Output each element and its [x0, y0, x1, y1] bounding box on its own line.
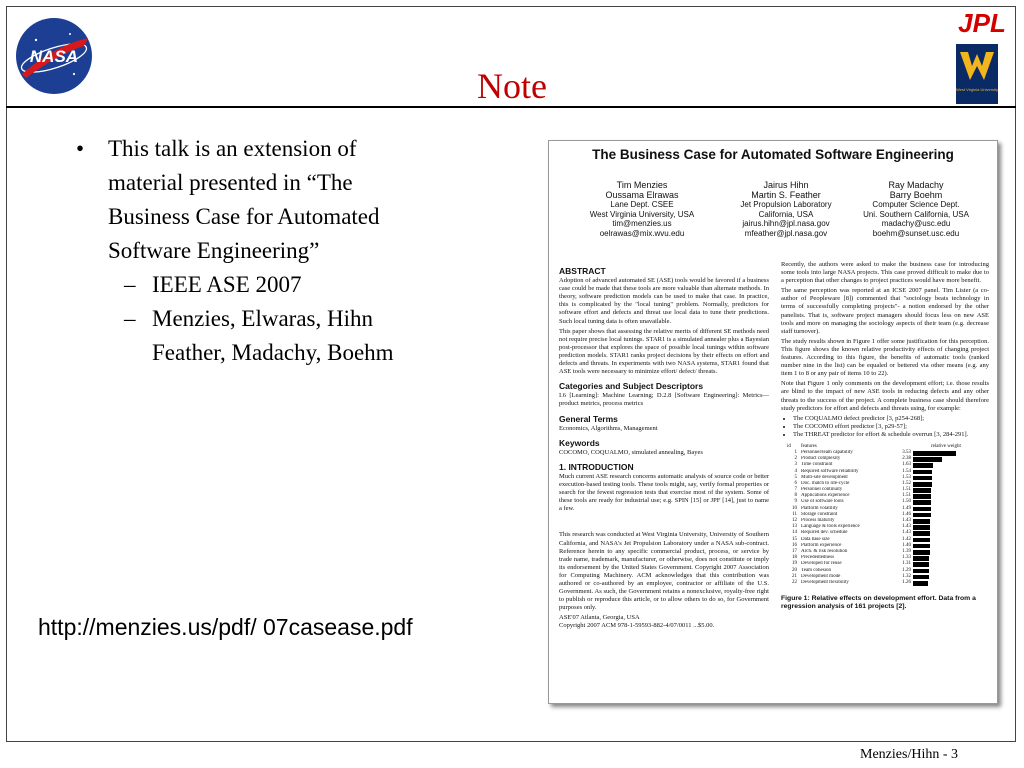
chart-row-index: 12 [792, 518, 797, 524]
chart-row-index: 3 [794, 462, 797, 468]
chart-data-label: 1.63 [902, 462, 911, 468]
dash-glyph: – [124, 272, 136, 297]
sub-bullet-line: Menzies, Elwaras, Hihn [152, 306, 373, 331]
chart-category-label: Applications experience [801, 493, 850, 499]
chart-data-label: 1.51 [902, 487, 911, 493]
chart-data-label: 3.53 [902, 449, 911, 455]
footnote-copyright: Copyright 2007 ACM 978-1-59593-882-4/07/0011 ...$5.00. [559, 622, 715, 630]
bullet-line: This talk is an extension of [108, 136, 357, 161]
author-name: Barry Boehm [889, 189, 943, 200]
bullet-line: Business Case for Automated [108, 204, 380, 229]
author-email: madachy@usc.edu [881, 219, 951, 228]
chart-bar [913, 556, 929, 561]
chart-col-header: features [801, 443, 817, 449]
chart-row-index: 9 [794, 499, 797, 505]
footnote-venue: ASE'07 Atlanta, Georgia, USA [559, 614, 640, 622]
sub-bullet-item [62, 268, 462, 302]
bullet-list [62, 132, 462, 370]
list-item: • The THREAT predictor for effort & schedule overrun [3, 284-291]. [793, 431, 989, 439]
chart-row-index: 16 [792, 542, 797, 548]
author-affil: Jet Propulsion Laboratory [740, 200, 832, 209]
body-paragraph: Note that Figure 1 only comments on the development effort; i.e. those results are blind to the impact of new ASE tools in reducing defects and any other threats to the success of the project. A complete business case should therefore study predictors for effort and defects and threats using, for example: [781, 380, 989, 412]
bullet-line: Software Engineering” [108, 238, 320, 263]
chart-category-label: Personnel continuity [801, 487, 843, 493]
chart-data-label: 1.52 [902, 480, 911, 486]
categories-text: I.6 [Learning]: Machine Learning; D.2.8 [Software Engineering]: Metrics—product metrics, process metrics [559, 392, 769, 408]
chart-bar [913, 457, 942, 462]
chart-data-label: 1.53 [902, 474, 911, 480]
figure-caption: Figure 1: Relative effects on development effort. Data from a regression analysis of 161 projects [2]. [781, 594, 976, 611]
chart-data-label: 1.29 [902, 567, 911, 573]
chart-category-label: Required dev. schedule [801, 530, 848, 536]
chart-category-label: Product complexity [801, 456, 841, 462]
intro-text: Much current ASE research concerns automatic analysis of source code or better execution-based testing tools. These tools might, say, verify formal properties or search for the fewest regression tests that exercise most of the system. Some of these tools are ready for industrial use; e.g. SPIN [15] or JPF [14], just to name a few. [559, 472, 769, 513]
chart-bar [913, 575, 929, 580]
chart-category-label: Process maturity [801, 518, 835, 524]
author-email: oelrawas@mix.wvu.edu [599, 228, 685, 238]
chart-row-index: 11 [792, 511, 797, 517]
chart-data-label: 1.54 [902, 468, 911, 474]
chart-data-label: 1.43 [902, 524, 911, 530]
slide-footer: Menzies/Hihn - 3 [860, 747, 958, 762]
chart-bar [913, 451, 956, 456]
author-name: Oussama Elrawas [605, 189, 679, 200]
chart-data-label: 1.42 [902, 536, 911, 542]
terms-heading: General Terms [559, 413, 618, 424]
chart-bar [913, 476, 932, 481]
author-name: Martin S. Feather [751, 189, 821, 200]
keywords-text: COCOMO, COQUALMO, simulated annealing, Bayes [559, 448, 703, 456]
chart-category-label: Arch. & risk resolution [801, 548, 848, 554]
abstract-paragraph: Adoption of advanced automated SE (ASE) tools would be favored if a business case could be made that these tools are more valuable than alternate methods. In theory, software prediction models can be used to make that case. In practice, this is complicated by the "local tuning" problem. Normally, predictors for software effort and defects and threat use local data to tune their predictions. Such local tuning data is often unavailable. [559, 277, 769, 325]
chart-bar [913, 482, 932, 487]
svg-text:West Virginia University: West Virginia University [956, 87, 998, 92]
jpl-logo [944, 8, 1020, 36]
body-paragraph: The study results shown in Figure 1 offer some justification for this perception. This figure shows the known relative productivity effects of changing project features. According to this figure, the benefits of automatic tools (ranked number nine in the list) can be equaled or bettered via other means (e.g. any item 1 to 8 or any pair of items 10 to 22). [781, 337, 989, 378]
chart-col-header: relative weight [931, 443, 961, 449]
footnote-text: This research was conducted at West Virginia University, University of Southern California, and NASA's Jet Propulsion Laboratory under a NASA sub-contract. Reference herein to any specific commercial product, process, or service by trade name, trademark, manufacturer, or otherwise, does not constitute or imply its endorsement by the United States Government. Copyright 2007 Association for Computing Machinery. ACM acknowledges that this contribution was authored or co-authored by an employee, contractor or affiliate of the U.S. Government. As such, the Government retains a nonexclusive, royalty-free right to publish or reproduce this article, or to allow others to do so, for Government purposes only. [559, 531, 769, 612]
sub-bullet-item [62, 302, 462, 370]
chart-category-label: Developed for reuse [801, 561, 842, 567]
terms-text: Economics, Algorithms, Management [559, 424, 658, 432]
chart-row-index: 20 [792, 567, 797, 573]
chart-data-label: 1.43 [902, 530, 911, 536]
paper-thumbnail [548, 140, 998, 704]
slide-title: Note [477, 66, 547, 106]
paper-url[interactable]: http://menzies.us/pdf/ 07casease.pdf [38, 614, 413, 640]
chart-bar [913, 513, 931, 518]
chart-data-label: 1.49 [902, 505, 911, 511]
chart-data-label: 2.38 [902, 456, 911, 462]
author-affil: Uni. Southern California, USA [863, 209, 969, 219]
author-name: Jairus Hihn [763, 180, 809, 190]
author-block [841, 181, 991, 238]
chart-category-label: Development flexibility [801, 579, 849, 585]
author-affil: Computer Science Dept. [872, 200, 960, 209]
chart-row-index: 7 [794, 487, 797, 493]
paper-right-column [781, 261, 989, 612]
chart-row-index: 22 [792, 579, 797, 585]
chart-data-label: 1.50 [902, 499, 911, 505]
abstract-paragraph: This paper shows that assessing the relative merits of different SE methods need not require precise local tunings. STAR1 is a simulated annealer plus a Bayesian post-processor that explores the space of possible local tunings within software prediction models. STAR1 ranks project decisions by their effects on effort and defects and threats. In experiments with two NASA systems, STAR1 found that ASE tools were necessary to minimize effort/ defect/ threats. [559, 327, 769, 376]
svg-text:NASA: NASA [29, 47, 79, 66]
chart-bar [913, 562, 929, 567]
chart-row-index: 14 [792, 530, 797, 536]
author-affil: West Virginia University, USA [589, 209, 695, 219]
chart-header [781, 443, 989, 450]
dash-glyph: – [124, 306, 136, 331]
chart-bar [913, 531, 930, 536]
chart-bar [913, 500, 931, 505]
body-paragraph: The same perception was reported at an ICSE 2007 panel. Tim Lister (a co-author of Peopleware [8]) commented that "sociology beats technology in terms of successfully completing projects"- a notion endorsed by the other panelists. That is, software project managers should focus less on new ASE tools and more on managing the sociology aspects of their team (e.g. decrease staff turnover). [781, 287, 989, 335]
chart-row-index: 17 [792, 548, 797, 554]
chart-bar [913, 525, 930, 530]
paper-authors [549, 181, 997, 267]
chart-bar [913, 519, 930, 524]
keywords-heading: Keywords [559, 437, 600, 448]
chart-data-label: 1.46 [902, 511, 911, 517]
chart-data-label: 1.39 [902, 548, 911, 554]
chart-row-index: 4 [794, 468, 797, 474]
author-email: boehm@sunset.usc.edu [872, 228, 960, 238]
chart-row-index: 8 [794, 493, 797, 499]
chart-rows [781, 450, 989, 586]
body-paragraph: Recently, the authors were asked to make the business case for introducing some tools into large NASA projects. This case proved difficult to make due to a perception that other changes to project practices would have more benefit. [781, 261, 989, 285]
chart-data-label: 1.32 [902, 573, 911, 579]
sub-bullet-line: Feather, Madachy, Boehm [152, 340, 394, 365]
chart-bar [913, 550, 930, 555]
paper-title: The Business Case for Automated Software Engineering [592, 147, 954, 162]
chart-bar [913, 463, 933, 468]
chart-col-header: id [787, 443, 791, 449]
author-name: Ray Madachy [888, 180, 944, 190]
categories-heading: Categories and Subject Descriptors [559, 381, 704, 392]
chart-category-label: Personnel/team capability [801, 449, 853, 455]
chart-row-index: 5 [794, 474, 797, 480]
chart-data-label: 1.40 [902, 542, 911, 548]
figure-1-chart [781, 443, 989, 593]
author-affil: Lane Dept. CSEE [610, 200, 674, 209]
chart-row-index: 18 [792, 555, 797, 561]
bullet-item [62, 132, 462, 268]
author-block [711, 181, 861, 238]
chart-row-index: 21 [792, 573, 797, 579]
chart-data-label: 1.51 [902, 493, 911, 499]
author-email: mfeather@jpl.nasa.gov [744, 228, 828, 238]
chart-category-label: Development mode [801, 573, 841, 579]
chart-bar [913, 470, 932, 475]
chart-category-label: Platform experience [801, 542, 842, 548]
chart-row-index: 6 [794, 480, 797, 486]
chart-bar [913, 569, 929, 574]
chart-row-index: 13 [792, 524, 797, 530]
chart-bar [913, 488, 931, 493]
chart-category-label: Time constraint [801, 462, 833, 468]
chart-category-label: Use of software tools [801, 499, 844, 505]
chart-bar [913, 507, 931, 512]
chart-category-label: Language & tools experience [801, 524, 860, 530]
author-name: Tim Menzies [616, 180, 668, 190]
list-item: • The COCOMO effort predictor [3, p29-57]; [793, 423, 989, 431]
chart-category-label: Required software reliability [801, 468, 859, 474]
paper-left-column [559, 261, 769, 631]
chart-category-label: Doc. match to life-cycle [801, 480, 850, 486]
chart-data-label: 1.33 [902, 555, 911, 561]
chart-row-index: 2 [794, 456, 797, 462]
chart-category-label: Precedentedness [801, 555, 835, 561]
intro-heading: 1. INTRODUCTION [559, 461, 634, 472]
chart-row [781, 580, 989, 586]
predictor-list [781, 415, 989, 439]
chart-bar [913, 544, 930, 549]
svg-text:JPL: JPL [958, 8, 1006, 36]
chart-category-label: Platform volatility [801, 505, 838, 511]
chart-data-label: 1.26 [902, 579, 911, 585]
author-email: jairus.hihn@jpl.nasa.gov [742, 219, 830, 228]
abstract-heading: ABSTRACT [559, 266, 606, 276]
chart-data-label: 1.43 [902, 518, 911, 524]
chart-row-index: 19 [792, 561, 797, 567]
bullet-line: material presented in “The [108, 170, 353, 195]
list-item: • The COQUALMO defect predictor [3, p254-268]; [793, 415, 989, 423]
chart-category-label: Data base size [801, 536, 830, 542]
author-email: tim@menzies.us [612, 219, 672, 228]
chart-row-index: 1 [794, 449, 797, 455]
chart-row-index: 15 [792, 536, 797, 542]
author-block [567, 181, 717, 238]
chart-row-index: 10 [792, 505, 797, 511]
sub-bullet-line: IEEE ASE 2007 [152, 272, 302, 297]
chart-data-label: 1.31 [902, 561, 911, 567]
chart-bar [913, 494, 931, 499]
chart-bar [913, 581, 928, 586]
chart-category-label: Multi-site development [801, 474, 848, 480]
bullet-glyph: • [76, 136, 85, 161]
chart-category-label: Team cohesion [801, 567, 832, 573]
chart-bar [913, 538, 930, 543]
chart-category-label: Storage constraint [801, 511, 838, 517]
author-affil: California, USA [758, 209, 814, 219]
